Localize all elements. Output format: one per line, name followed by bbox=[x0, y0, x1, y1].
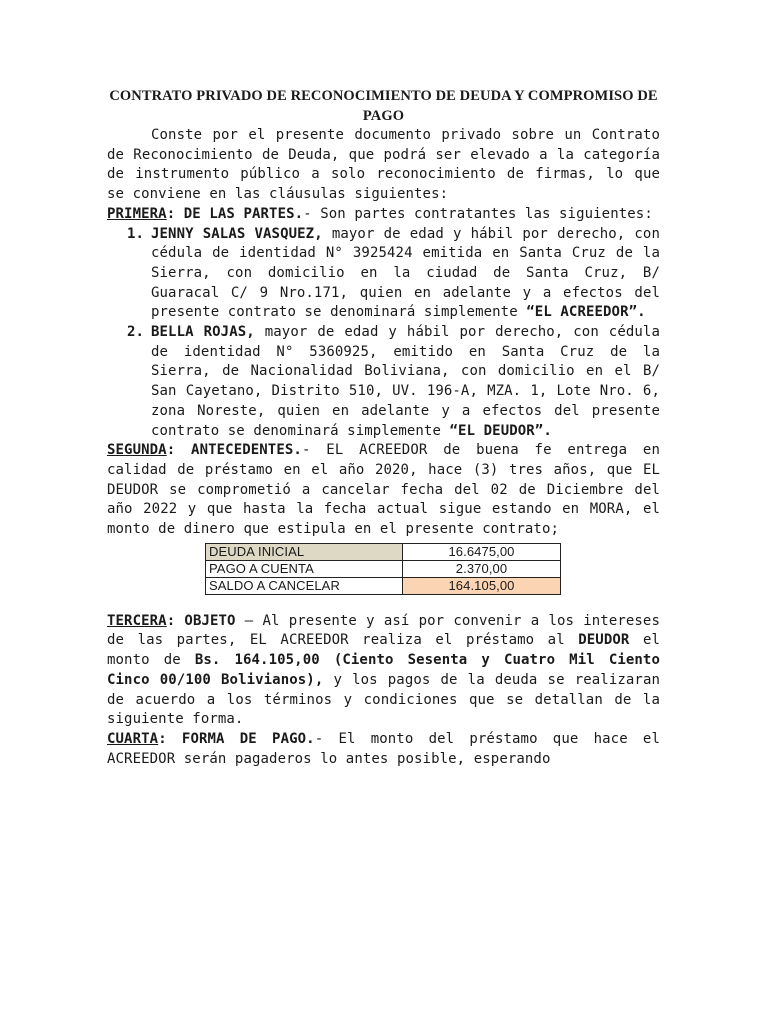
party-number: 1. bbox=[127, 225, 145, 242]
clause-cuarta bbox=[107, 730, 660, 769]
clause-tercera bbox=[107, 612, 660, 730]
clause-heading: PRIMERA bbox=[107, 205, 167, 222]
clause-primera bbox=[107, 205, 660, 225]
clause-text: y los pagos de la deuda se realizaran de acuerdo a los términos y condiciones que se detallan de la siguiente forma. bbox=[107, 671, 661, 728]
party-item bbox=[127, 225, 660, 324]
debt-value-cell: 16.6475,00 bbox=[403, 543, 561, 560]
clause-title: : DE LAS PARTES. bbox=[166, 205, 304, 222]
debt-label-cell: SALDO A CANCELAR bbox=[206, 577, 403, 594]
clause-heading: CUARTA bbox=[107, 730, 159, 747]
party-item bbox=[127, 323, 660, 441]
party-text: mayor de edad y hábil por derecho, con cédula de identidad N° 5360925, emitido en Santa Cruz de la Sierra, de Nacionalidad Boliviana, con domicilio en el B/ San Cayetano, Distrito 510, UV. 196-A, MZA. 1, Lote Nro. 6, zona Noreste, quien en adelante y a efectos del presente contrato se denominará simplemente bbox=[151, 324, 660, 439]
party-role: “EL ACREEDOR” bbox=[526, 304, 638, 321]
party-number: 2. bbox=[127, 324, 145, 341]
spacer bbox=[107, 595, 660, 612]
debt-table-row bbox=[206, 543, 561, 560]
clause-heading: SEGUNDA bbox=[107, 442, 167, 459]
party-end: . bbox=[543, 422, 552, 439]
clause-title: : OBJETO bbox=[166, 612, 236, 629]
clause-text: el monto de bbox=[107, 632, 661, 669]
clause-title: : FORMA DE PAGO. bbox=[158, 730, 315, 747]
intro-paragraph: Conste por el presente documento privado sobre un Contrato de Reconocimiento de Deuda, que podrá ser elevado a la categoría de instrumento público a solo reconocimiento de firmas, lo que se conviene en las cláusulas siguientes: bbox=[107, 127, 660, 203]
party-name: JENNY SALAS VASQUEZ, bbox=[151, 225, 323, 242]
clause-heading: TERCERA bbox=[107, 612, 167, 629]
clause-text: - Son partes contratantes las siguientes: bbox=[303, 205, 653, 222]
clause-text: - El monto del préstamo que hace el ACREEDOR serán pagaderos lo antes posible, esperando bbox=[107, 730, 660, 767]
document-title: CONTRATO PRIVADO DE RECONOCIMIENTO DE DEUDA Y COMPROMISO DE PAGO bbox=[109, 88, 658, 124]
debt-value-cell: 164.105,00 bbox=[403, 577, 561, 594]
debt-value-cell: 2.370,00 bbox=[403, 560, 561, 577]
clause-text: - EL ACREEDOR de buena fe entrega en calidad de préstamo en el año 2020, hace (3) tres años, que EL DEUDOR se comprometió a cancelar fecha del 02 de Diciembre del año 2022 y que hasta la fecha actual sigue estando en MORA, el monto de dinero que estipula en el presente contrato; bbox=[107, 442, 660, 538]
clause-text: – Al presente y así por convenir a los intereses de las partes, EL ACREEDOR realiza el préstamo al bbox=[107, 612, 660, 649]
debt-label-cell: PAGO A CUENTA bbox=[206, 560, 403, 577]
party-name: BELLA ROJAS, bbox=[151, 324, 255, 341]
loan-amount: Bs. 164.105,00 (Ciento Sesenta y Cuatro Mil Ciento Cinco 00/100 Bolivianos), bbox=[107, 652, 660, 688]
debt-table-row bbox=[206, 560, 561, 577]
debt-table-row bbox=[206, 577, 561, 594]
party-end: . bbox=[637, 304, 646, 321]
debt-label-cell: DEUDA INICIAL bbox=[206, 543, 403, 560]
party-text: mayor de edad y hábil por derecho, con cédula de identidad N° 3925424 emitida en Santa Cruz de la Sierra, con domicilio en la ciudad de Santa Cruz, B/ Guaracal C/ 9 Nro.171, quien en adelante y a efectos del presente contrato se denominará simplemente bbox=[151, 225, 660, 321]
clause-title: : ANTECEDENTES. bbox=[166, 442, 302, 459]
debt-table bbox=[205, 543, 561, 595]
document-body bbox=[107, 86, 660, 769]
parties-list bbox=[107, 225, 660, 442]
debtor-ref: DEUDOR bbox=[578, 632, 630, 649]
clause-segunda bbox=[107, 441, 660, 540]
party-role: “EL DEUDOR” bbox=[449, 422, 544, 439]
